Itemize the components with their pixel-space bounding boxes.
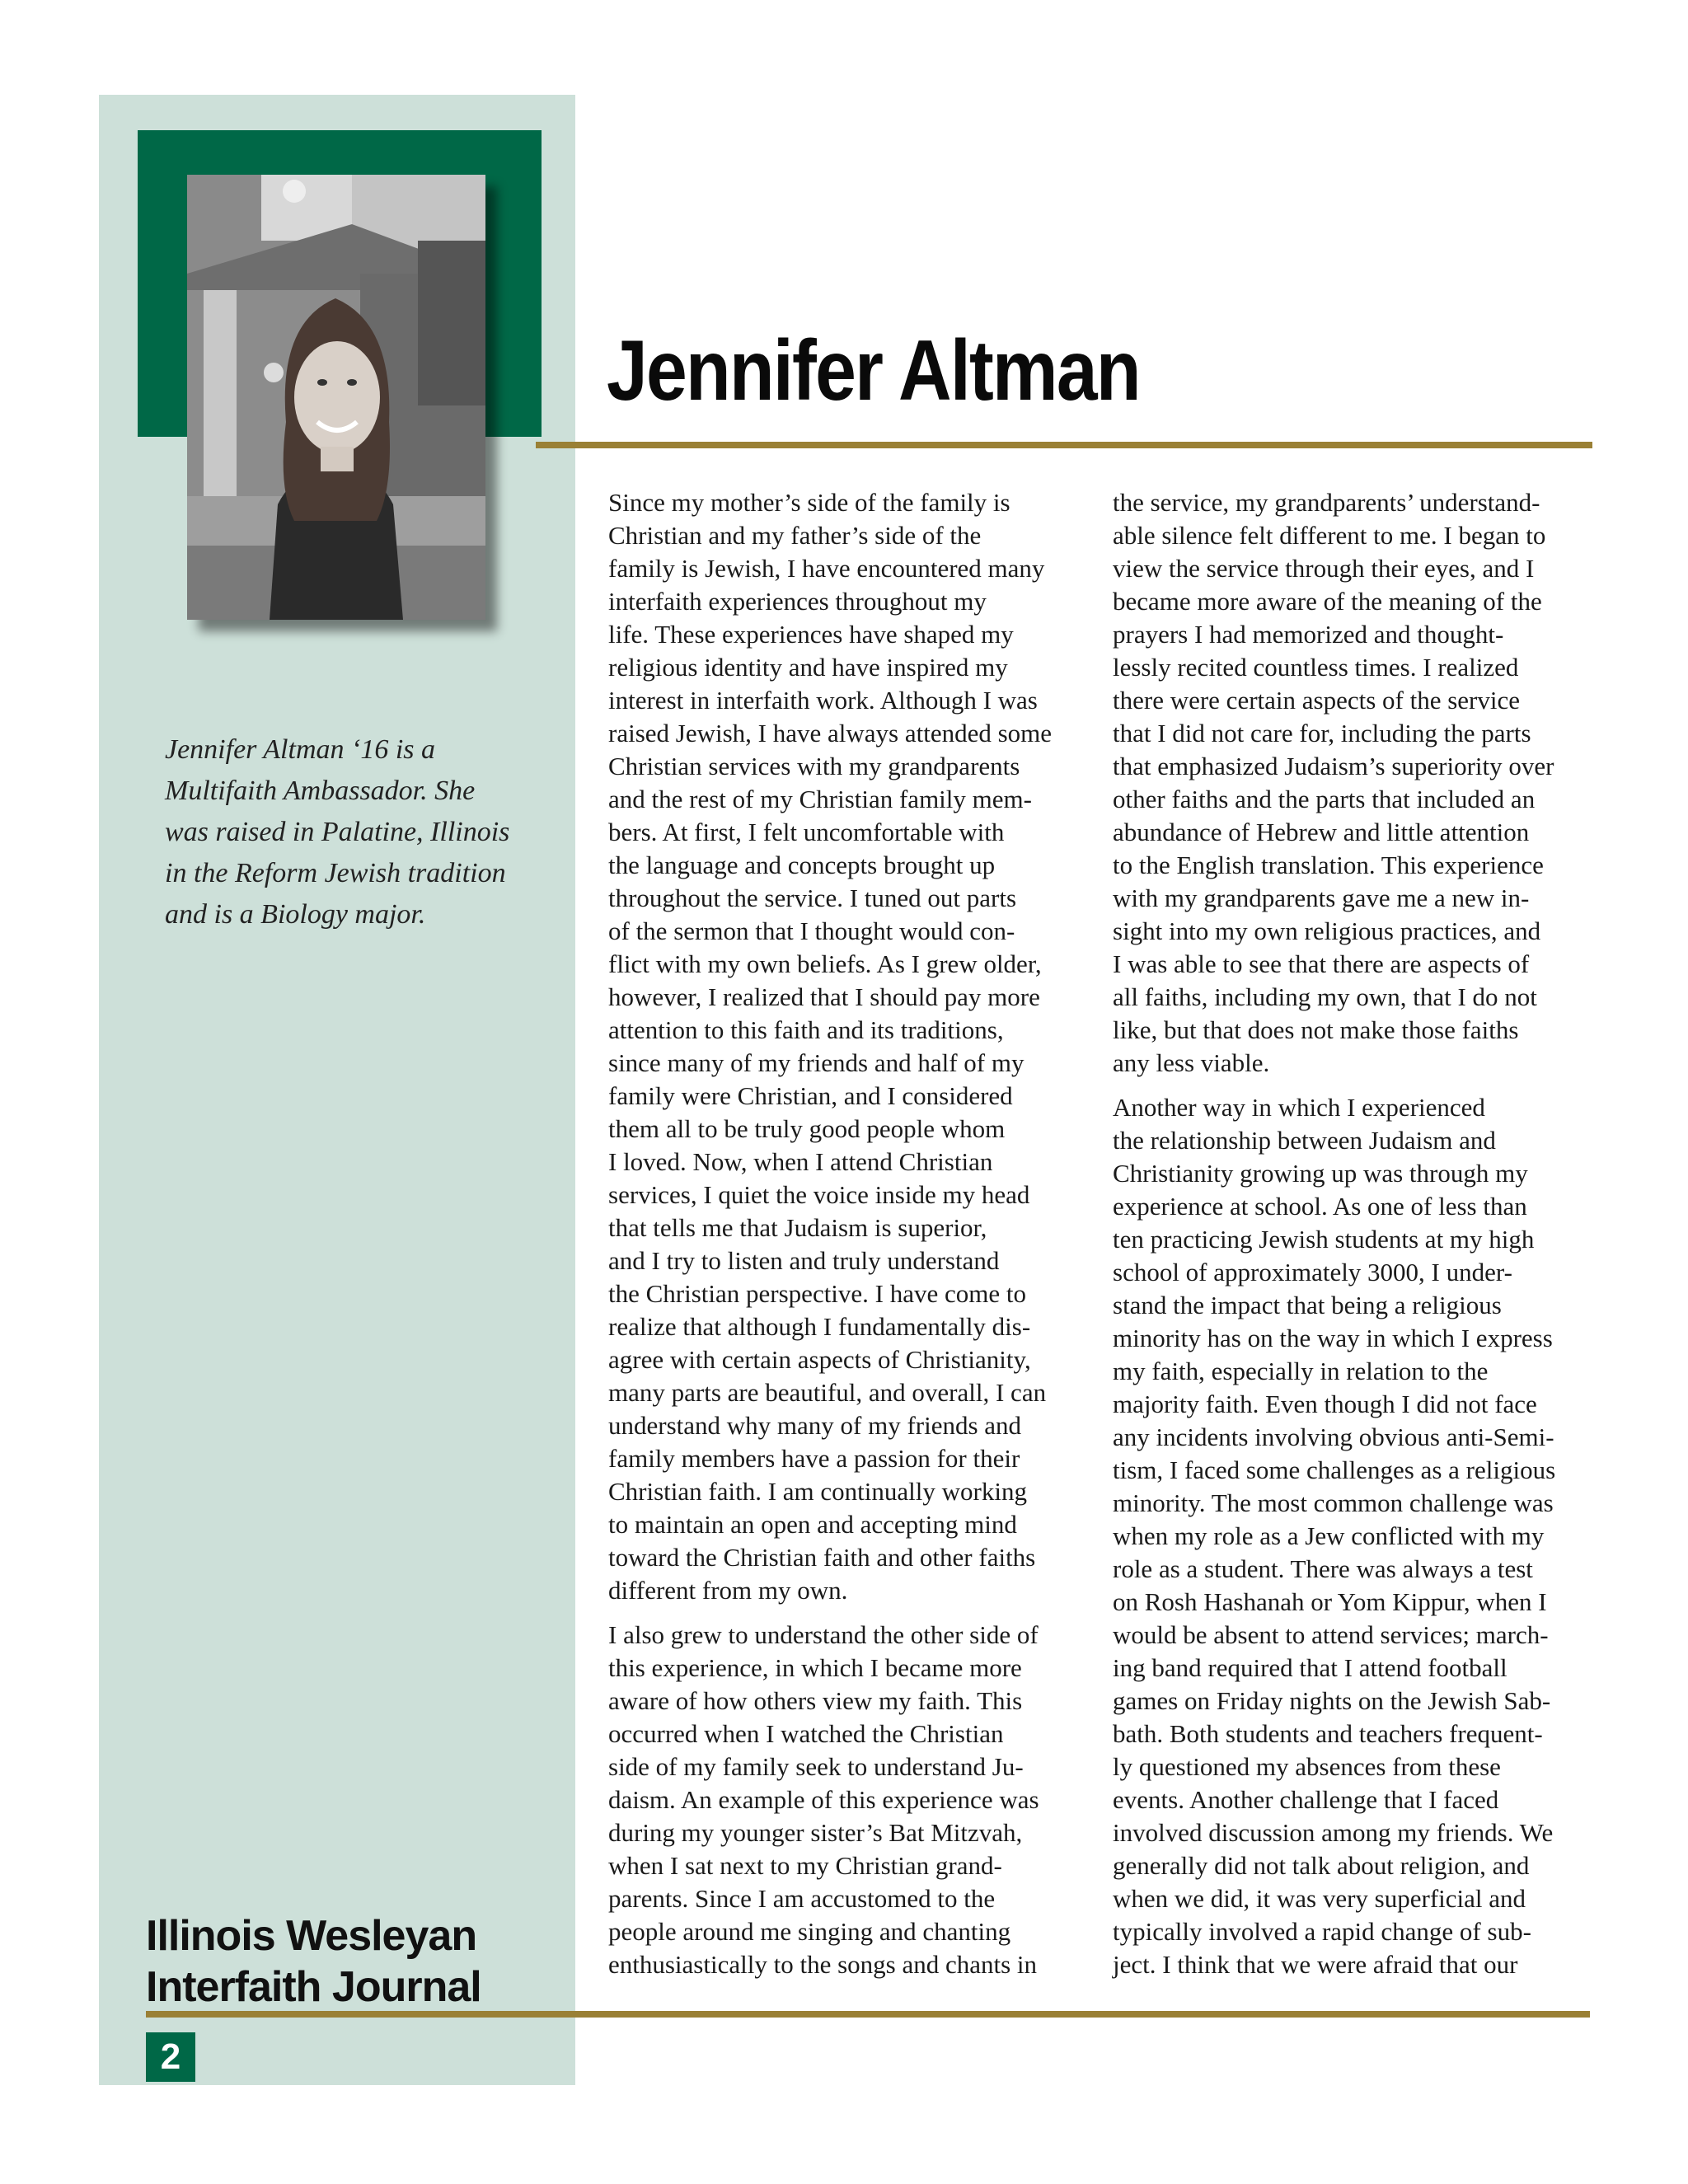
text-line: abundance of Hebrew and little attention: [1113, 818, 1530, 846]
text-line: school of approximately 3000, I under-: [1113, 1258, 1512, 1286]
text-line: during my younger sister’s Bat Mitzvah,: [608, 1818, 1023, 1847]
text-line: involved discussion among my friends. We: [1113, 1818, 1554, 1847]
text-line: Christian faith. I am continually working: [608, 1477, 1027, 1506]
article-column-right: [1113, 486, 1591, 1993]
text-line: the Christian perspective. I have come to: [608, 1279, 1027, 1308]
text-line: when I sat next to my Christian grand-: [608, 1851, 1002, 1880]
text-line: interfaith experiences throughout my: [608, 587, 987, 616]
text-line: family is Jewish, I have encountered many: [608, 554, 1045, 583]
article-column-left: [608, 486, 1076, 1993]
text-line: all faiths, including my own, that I do not: [1113, 982, 1537, 1011]
text-line: throughout the service. I tuned out parts: [608, 883, 1017, 912]
text-line: of the sermon that I thought would con-: [608, 916, 1015, 945]
text-line: events. Another challenge that I faced: [1113, 1785, 1499, 1814]
text-line: them all to be truly good people whom: [608, 1114, 1006, 1143]
text-line: the service, my grandparents’ understand-: [1113, 488, 1540, 517]
text-line: and I try to listen and truly understand: [608, 1246, 1000, 1275]
text-line: different from my own.: [608, 1576, 848, 1605]
text-line: majority faith. Even though I did not face: [1113, 1390, 1537, 1418]
portrait-illustration: [187, 175, 485, 620]
text-line: on Rosh Hashanah or Yom Kippur, when I: [1113, 1587, 1547, 1616]
footer-rule: [146, 2011, 1590, 2018]
text-line: experience at school. As one of less than: [1113, 1192, 1527, 1221]
text-line: however, I realized that I should pay more: [608, 982, 1040, 1011]
text-line: would be absent to attend services; march-: [1113, 1620, 1549, 1649]
text-line: occurred when I watched the Christian: [608, 1719, 1004, 1748]
text-line: when my role as a Jew conflicted with my: [1113, 1521, 1545, 1550]
text-line: attention to this faith and its traditions,: [608, 1015, 1004, 1044]
text-line: view the service through their eyes, and I: [1113, 554, 1535, 583]
text-line: other faiths and the parts that included an: [1113, 785, 1536, 813]
text-line: that tells me that Judaism is superior,: [608, 1213, 987, 1242]
text-line: to the English translation. This experience: [1113, 851, 1544, 879]
text-line: lessly recited countless times. I realized: [1113, 653, 1519, 682]
text-line: interest in interfaith work. Although I was: [608, 686, 1038, 715]
text-line: stand the impact that being a religious: [1113, 1291, 1502, 1319]
text-line: this experience, in which I became more: [608, 1653, 1022, 1682]
author-bio: Jennifer Altman ‘16 is a Multifaith Ambassador. She was raised in Palatine, Illinois in the Reform Jewish tradition and is a Biology major.: [165, 734, 510, 930]
text-line: I also grew to understand the other side of: [608, 1620, 1039, 1649]
paragraph: [1113, 1091, 1591, 1981]
text-line: minority. The most common challenge was: [1113, 1488, 1554, 1517]
text-line: many parts are beautiful, and overall, I can: [608, 1378, 1047, 1407]
text-line: ly questioned my absences from these: [1113, 1752, 1501, 1781]
text-line: the language and concepts brought up: [608, 851, 996, 879]
text-line: side of my family seek to understand Ju-: [608, 1752, 1024, 1781]
text-line: there were certain aspects of the service: [1113, 686, 1521, 715]
text-line: understand why many of my friends and: [608, 1411, 1022, 1440]
text-line: when we did, it was very superficial and: [1113, 1884, 1526, 1913]
text-line: became more aware of the meaning of the: [1113, 587, 1542, 616]
journal-name: [146, 1910, 558, 2013]
text-line: generally did not talk about religion, and: [1113, 1851, 1530, 1880]
text-line: parents. Since I am accustomed to the: [608, 1884, 996, 1913]
text-line: enthusiastically to the songs and chants in: [608, 1950, 1038, 1979]
text-line: aware of how others view my faith. This: [608, 1686, 1023, 1715]
text-line: services, I quiet the voice inside my head: [608, 1180, 1030, 1209]
text-line: minority has on the way in which I express: [1113, 1324, 1553, 1352]
text-line: my faith, especially in relation to the: [1113, 1357, 1489, 1385]
text-line: typically involved a rapid change of sub-: [1113, 1917, 1531, 1946]
text-line: Christianity growing up was through my: [1113, 1159, 1528, 1188]
journal-name-line-1: Illinois Wesleyan: [146, 1912, 477, 1960]
text-line: since many of my friends and half of my: [608, 1048, 1025, 1077]
text-line: daism. An example of this experience was: [608, 1785, 1039, 1814]
text-line: bath. Both students and teachers frequent-: [1113, 1719, 1543, 1748]
text-line: like, but that does not make those faiths: [1113, 1015, 1519, 1044]
text-line: tism, I faced some challenges as a religious: [1113, 1455, 1556, 1484]
text-line: flict with my own beliefs. As I grew older,: [608, 949, 1042, 978]
article-title: Jennifer Altman: [607, 323, 1140, 419]
text-line: agree with certain aspects of Christianity,: [608, 1345, 1031, 1374]
text-line: bers. At first, I felt uncomfortable with: [608, 818, 1005, 846]
paragraph: [1113, 486, 1591, 1080]
text-line: family were Christian, and I considered: [608, 1081, 1013, 1110]
text-line: role as a student. There was always a test: [1113, 1554, 1533, 1583]
paragraph: [608, 1619, 1076, 1981]
text-line: I loved. Now, when I attend Christian: [608, 1147, 993, 1176]
text-line: toward the Christian faith and other faiths: [608, 1543, 1036, 1572]
text-line: to maintain an open and accepting mind: [608, 1510, 1017, 1539]
text-line: games on Friday nights on the Jewish Sab-: [1113, 1686, 1551, 1715]
text-line: able silence felt different to me. I began to: [1113, 521, 1546, 550]
text-line: ject. I think that we were afraid that our: [1113, 1950, 1518, 1979]
text-line: that I did not care for, including the parts: [1113, 719, 1531, 748]
text-line: Since my mother’s side of the family is: [608, 488, 1010, 517]
portrait-photo: [187, 175, 485, 620]
text-line: life. These experiences have shaped my: [608, 620, 1014, 649]
text-line: people around me singing and chanting: [608, 1917, 1011, 1946]
text-line: family members have a passion for their: [608, 1444, 1020, 1473]
text-line: Christian services with my grandparents: [608, 752, 1020, 780]
text-line: any less viable.: [1113, 1048, 1270, 1077]
text-line: ing band required that I attend football: [1113, 1653, 1507, 1682]
text-line: religious identity and have inspired my: [608, 653, 1008, 682]
text-line: ten practicing Jewish students at my high: [1113, 1225, 1535, 1254]
text-line: I was able to see that there are aspects of: [1113, 949, 1530, 978]
text-line: raised Jewish, I have always attended some: [608, 719, 1053, 748]
paragraph: [608, 486, 1076, 1607]
page-number: 2: [146, 2032, 195, 2082]
text-line: any incidents involving obvious anti-Semi-: [1113, 1422, 1554, 1451]
text-line: prayers I had memorized and thought-: [1113, 620, 1504, 649]
text-line: the relationship between Judaism and: [1113, 1126, 1496, 1155]
text-line: realize that although I fundamentally dis-: [608, 1312, 1031, 1341]
text-line: Christian and my father’s side of the: [608, 521, 982, 550]
text-line: sight into my own religious practices, and: [1113, 916, 1541, 945]
text-line: that emphasized Judaism’s superiority over: [1113, 752, 1554, 780]
text-line: with my grandparents gave me a new in-: [1113, 883, 1530, 912]
text-line: and the rest of my Christian family mem-: [608, 785, 1032, 813]
journal-name-line-2: Interfaith Journal: [146, 1963, 481, 2011]
title-rule: [536, 442, 1592, 448]
text-line: Another way in which I experienced: [1113, 1093, 1485, 1122]
